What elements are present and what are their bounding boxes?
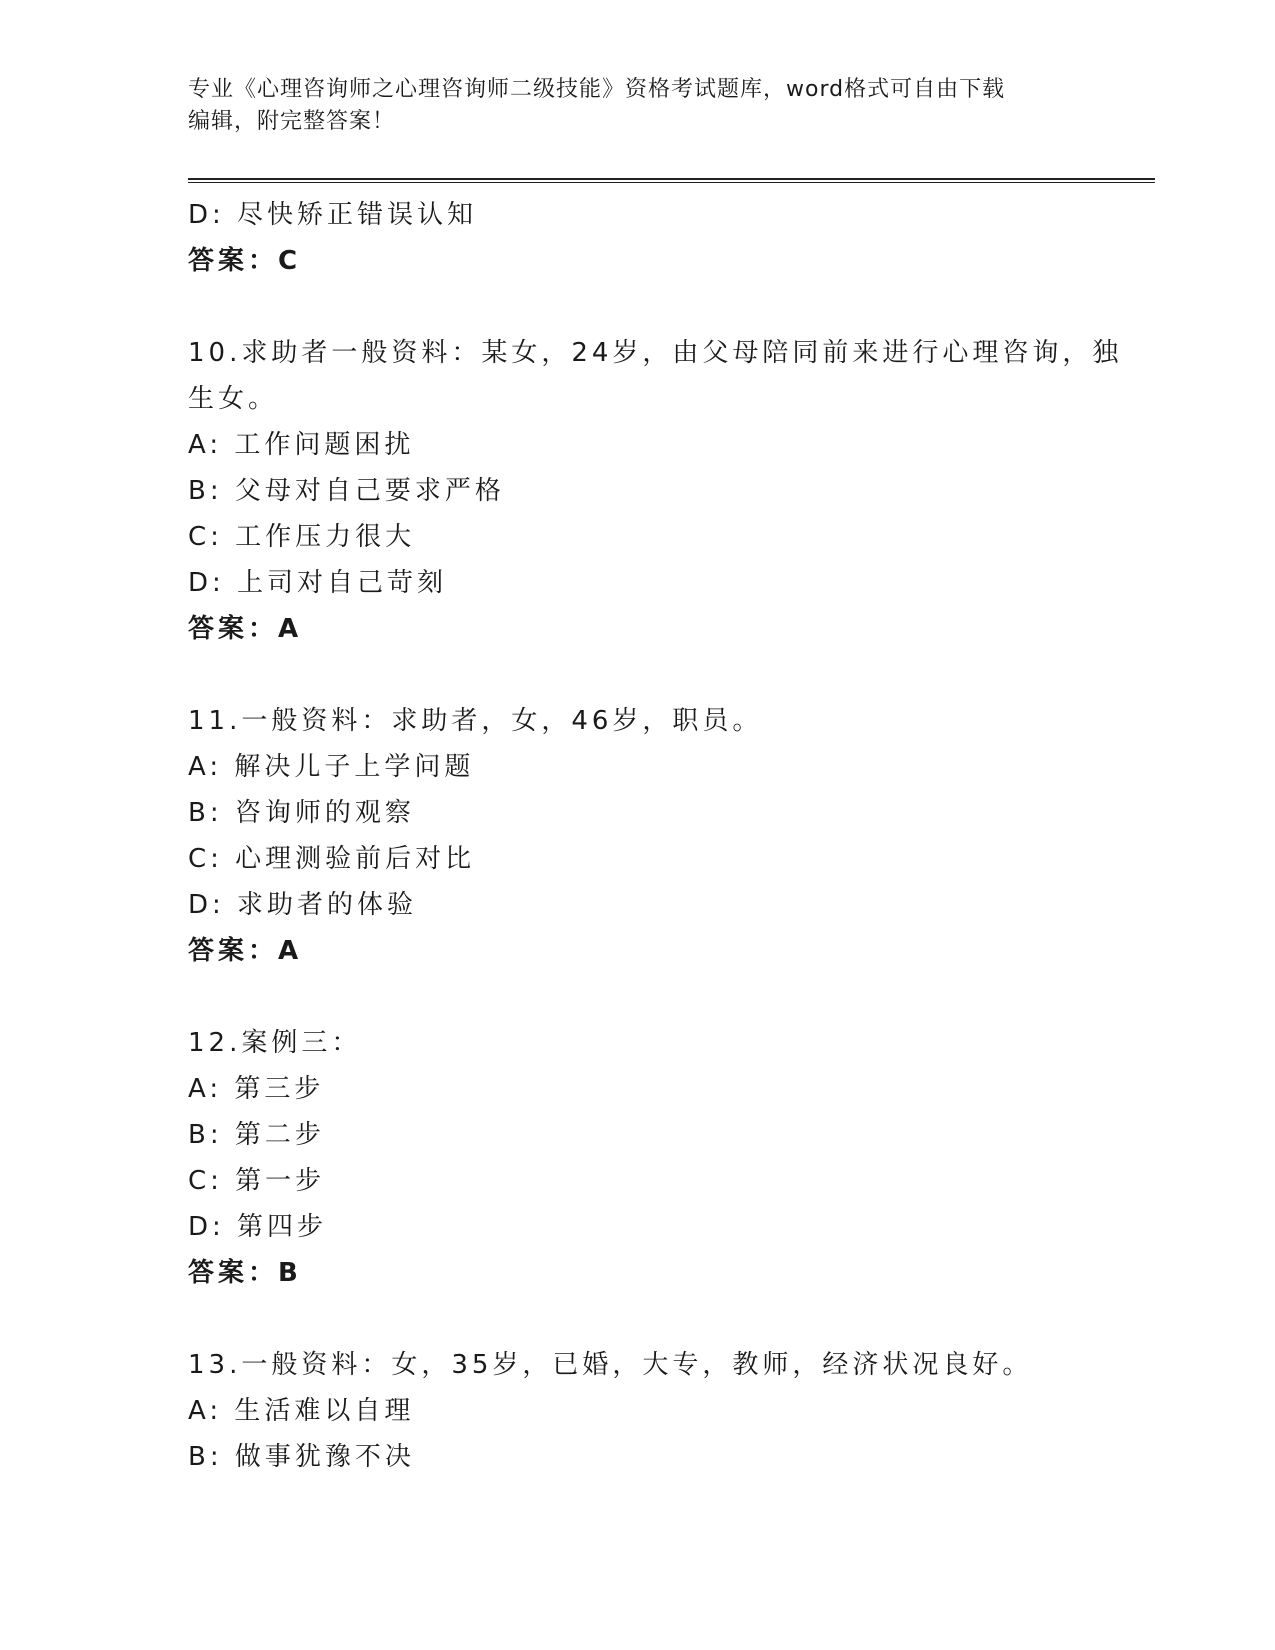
option-c: C: 工作压力很大 (188, 522, 416, 552)
question-stem: 12.案例三： (188, 1028, 362, 1058)
question-list (188, 192, 1123, 1480)
page-header (188, 74, 1088, 138)
question-12 (188, 1020, 1088, 1296)
question-stem-continued: 生女。 (188, 384, 279, 414)
question-11 (188, 698, 1088, 974)
option-b: B: 第二步 (188, 1120, 325, 1150)
option-b: B: 父母对自己要求严格 (188, 476, 505, 506)
option-d: D: 第四步 (188, 1212, 328, 1242)
header-line-1: 专业《心理咨询师之心理咨询师二级技能》资格考试题库，word格式可自由下载 (188, 77, 1006, 102)
question-10 (188, 330, 1123, 652)
option-d: D: 上司对自己苛刻 (188, 568, 448, 598)
header-line-2: 编辑，附完整答案！ (188, 109, 396, 134)
answer: 答案：A (188, 614, 303, 644)
option-b: B: 做事犹豫不决 (188, 1442, 415, 1472)
option-a: A: 工作问题困扰 (188, 430, 415, 460)
header-divider (188, 178, 1155, 183)
answer: 答案：C (188, 246, 302, 276)
option-a: A: 第三步 (188, 1074, 325, 1104)
option-c: C: 心理测验前后对比 (188, 844, 476, 874)
answer: 答案：A (188, 936, 303, 966)
option-c: C: 第一步 (188, 1166, 326, 1196)
option-b: B: 咨询师的观察 (188, 798, 415, 828)
question-13 (188, 1342, 1088, 1480)
question-stem: 10.求助者一般资料：某女，24岁，由父母陪同前来进行心理咨询，独 (188, 338, 1123, 368)
option-a: A: 解决儿子上学问题 (188, 752, 475, 782)
answer: 答案：B (188, 1258, 302, 1288)
question-stem: 13.一般资料：女，35岁，已婚，大专，教师，经济状况良好。 (188, 1350, 1033, 1380)
question-stem: 11.一般资料：求助者，女，46岁，职员。 (188, 706, 763, 736)
option-d: D: 求助者的体验 (188, 890, 418, 920)
option-d: D: 尽快矫正错误认知 (188, 200, 478, 230)
option-a: A: 生活难以自理 (188, 1396, 415, 1426)
